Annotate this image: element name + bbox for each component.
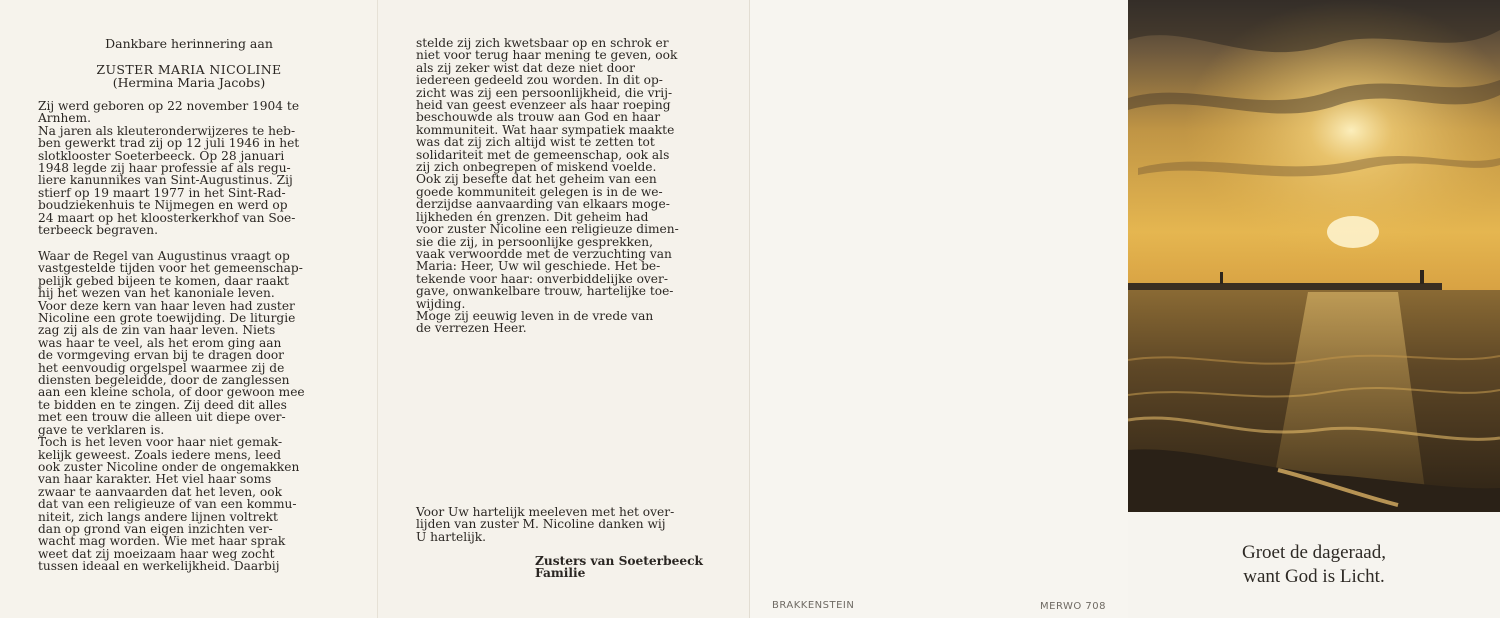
print-code: MERWO 708 [1040,601,1107,612]
heading: Dankbare herinnering aan [105,36,273,51]
photo-caption: Groet de dageraad, want God is Licht. [1241,542,1386,587]
sunset-sea-photo [1128,0,1500,512]
biography-paragraph: Zij werd geboren op 22 november 1904 te Arnhem. Na jaren als kleuteronderwijzeres te heb- ben gewerkt trad zij op 12 juli 1946 in het slotklooster Soeterbeeck. Op 28 januari 1948 legde zij haar professie af als regu- liere kanunnikes van Sint-Augustinus. Zij stierf op 19 maart 1977 in het Sint-Rad- boudziekenhuis te Nijmegen en werd op 24 maart op het kloosterkerkhof van Soe- terbeeck begraven. [38,99,300,238]
deceased-name: ZUSTER MARIA NICOLINE [96,62,282,77]
thanks-paragraph: Voor Uw hartelijk meeleven met het over- lijden van zuster M. Nicoline danken wij U hartelijk. [416,505,675,544]
sunset-sea-photo-svg [1128,0,1500,512]
continued-paragraph: stelde zij zich kwetsbaar op en schrok er niet voor terug haar mening te geven, ook als zij zeker wist dat deze niet door iedereen gedeeld zou worden. In dit op- zicht was zij een persoonlijkheid, die vrij- heid van geest evenzeer als haar roeping beschouwde als trouw aan God en haar kommuniteit. Wat haar sympatiek maakte was dat zij zich altijd wist te zetten tot solidariteit met de gemeenschap, ook als zij zich onbegrepen of miskend voelde. Ook zij besefte dat het geheim van een goede kommuniteit gelegen is in de we- derzijdse aanvaarding van elkaars moge- lijkheden én grenzen. Dit geheim had voor zuster Nicoline een religieuze dimen- sie die zij, in persoonlijke gesprekken, vaak verwoordde met de verzuchting van Maria: Heer, Uw wil geschiede. Het be- tekende voor haar: onverbiddelijke over- gave, onwankelbare trouw, hartelijke toe- wijding. Moge zij eeuwig leven in de vrede van de verrezen Heer. [416,36,679,336]
card-panel-blank [750,0,1128,618]
card-panel-middle [378,0,750,618]
printer-mark: BRAKKENSTEIN [772,600,855,611]
card-panel-photo [1128,0,1500,618]
birth-name: (Hermina Maria Jacobs) [112,75,266,90]
card-panel-left [0,0,378,618]
life-paragraph: Waar de Regel van Augustinus vraagt op vastgestelde tijden voor het gemeenschap- pelijk gebed bijeen te komen, daar raakt hij het wezen van het kanoniale leven. Voor deze kern van haar leven had zuster Nicoline een grote toewijding. De liturgie zag zij als de zin van haar leven. Niets was haar te veel, als het erom ging aan de vormgeving ervan bij te dragen door het eenvoudig orgelspel waarmee zij de diensten begeleidde, door de zanglessen aan een kleine schola, of door gewoon mee te bidden en te zingen. Zij deed dit alles met een trouw die alleen uit diepe over- gave te verklaren is. Toch is het leven voor haar niet gemak- kelijk geweest. Zoals iedere mens, leed ook zuster Nicoline onder de ongemakken van haar karakter. Het viel haar soms zwaar te aanvaarden dat het leven, ook dat van een religieuze of van een kommu- niteit, zich langs andere lijnen voltrekt dan op grond van eigen inzichten ver- wacht mag worden. Wie met haar sprak weet dat zij moeizaam haar weg zocht tussen ideaal en werkelijkheid. Daarbij [38,249,305,574]
signature: Zusters van Soeterbeeck Familie [535,554,703,581]
